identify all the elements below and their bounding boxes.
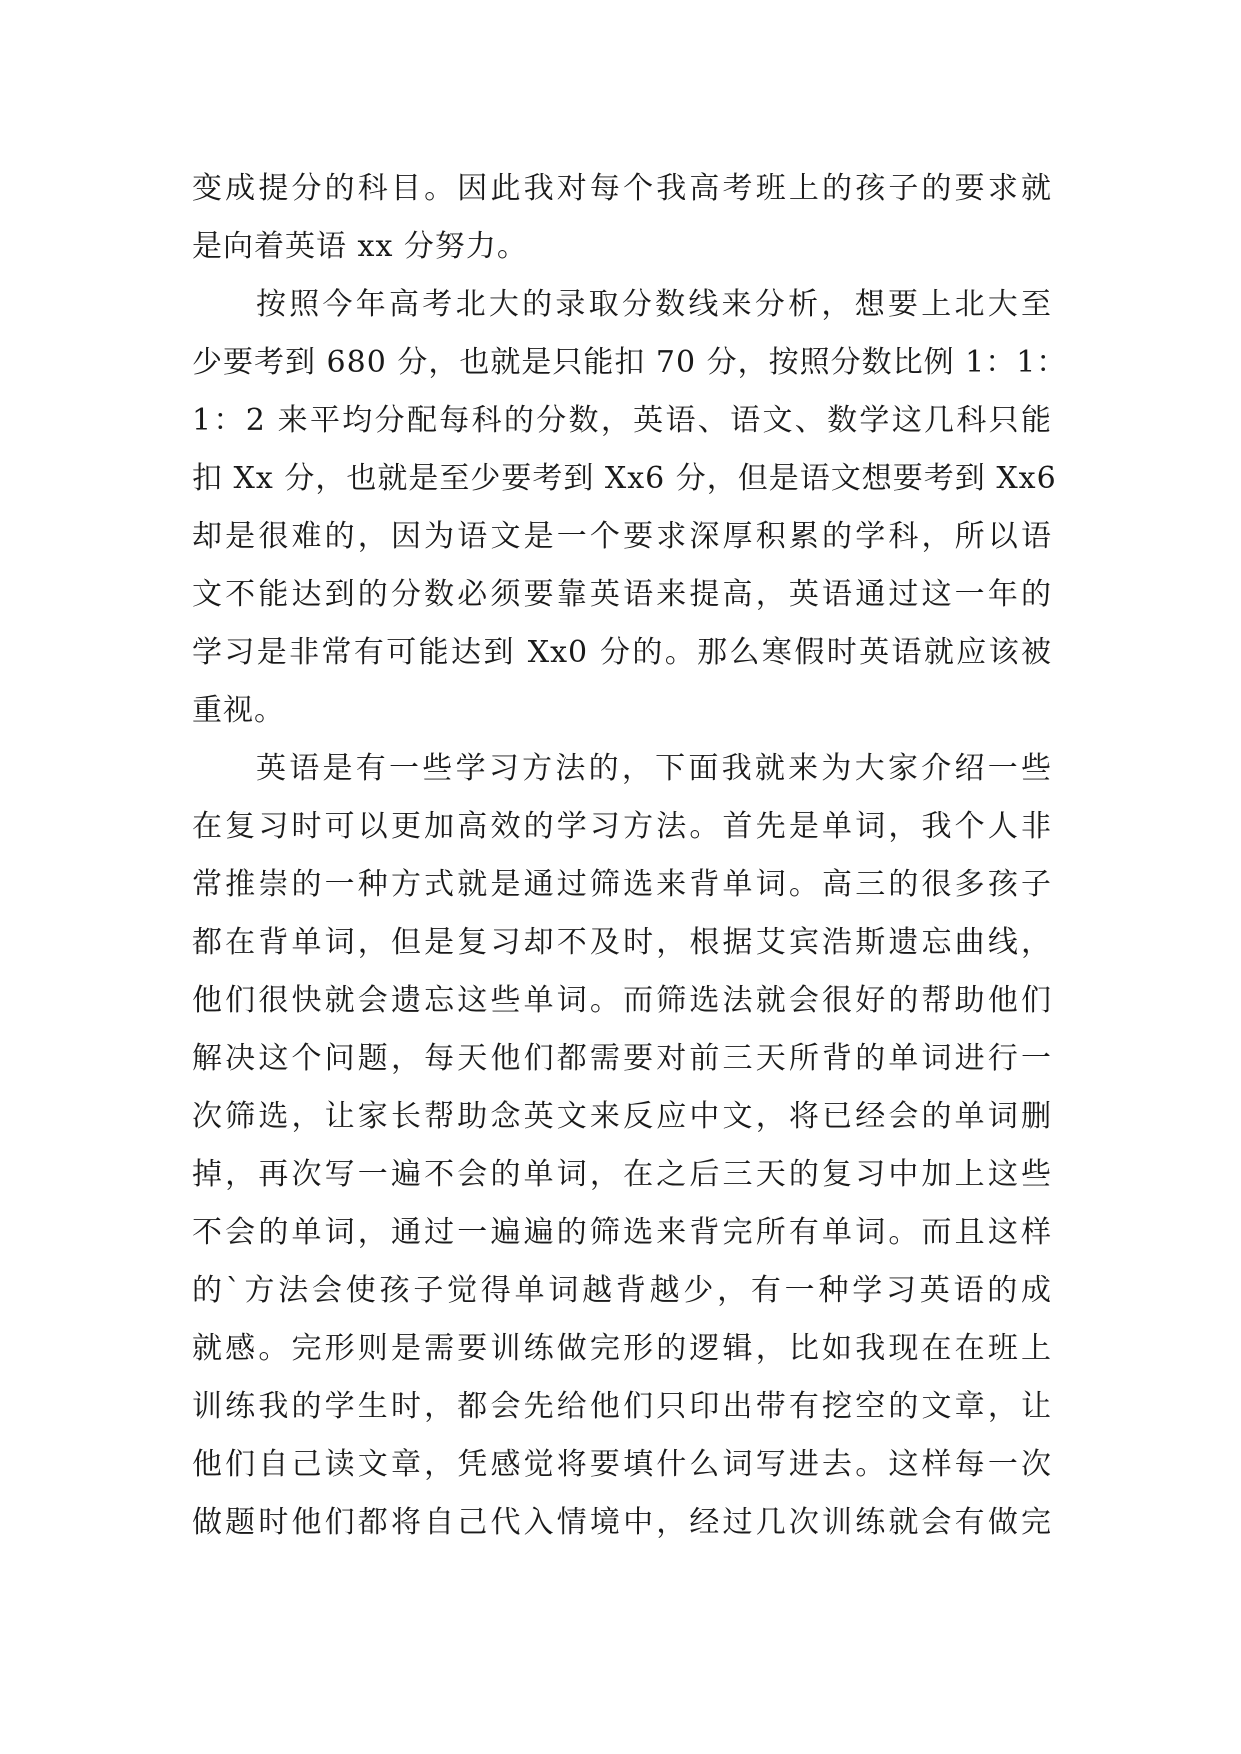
text-line: 是向着英语 xx 分努力。 — [192, 229, 528, 264]
text-line: 却是很难的，因为语文是一个要求深厚积累的学科，所以语 — [192, 519, 1052, 554]
text-line: 1：2 来平均分配每科的分数，英语、语文、数学这几科只能 — [192, 403, 1052, 438]
text-line: 重视。 — [192, 693, 285, 728]
text-line: 他们很快就会遗忘这些单词。而筛选法就会很好的帮助他们 — [192, 983, 1052, 1018]
text-line: 都在背单词，但是复习却不及时，根据艾宾浩斯遗忘曲线， — [192, 925, 1052, 960]
text-line: 常推崇的一种方式就是通过筛选来背单词。高三的很多孩子 — [192, 867, 1052, 902]
document-body — [192, 160, 1068, 1552]
paragraph-start-line: 英语是有一些学习方法的，下面我就来为大家介绍一些 — [256, 751, 1052, 786]
text-line: 文不能达到的分数必须要靠英语来提高，英语通过这一年的 — [192, 577, 1052, 612]
text-line: 掉，再次写一遍不会的单词，在之后三天的复习中加上这些 — [192, 1157, 1052, 1192]
text-line: 不会的单词，通过一遍遍的筛选来背完所有单词。而且这样 — [192, 1215, 1052, 1250]
text-line: 扣 Xx 分，也就是至少要考到 Xx6 分，但是语文想要考到 Xx6 — [192, 461, 1057, 496]
text-line: 训练我的学生时，都会先给他们只印出带有挖空的文章，让 — [192, 1389, 1052, 1424]
text-line: 在复习时可以更加高效的学习方法。首先是单词，我个人非 — [192, 809, 1052, 844]
text-line: 次筛选，让家长帮助念英文来反应中文，将已经会的单词删 — [192, 1099, 1052, 1134]
text-line: 的`方法会使孩子觉得单词越背越少，有一种学习英语的成 — [192, 1273, 1052, 1308]
paragraph-start-line: 按照今年高考北大的录取分数线来分析，想要上北大至 — [256, 287, 1052, 322]
text-line: 他们自己读文章，凭感觉将要填什么词写进去。这样每一次 — [192, 1447, 1052, 1482]
text-line: 就感。完形则是需要训练做完形的逻辑，比如我现在在班上 — [192, 1331, 1052, 1366]
text-line: 解决这个问题，每天他们都需要对前三天所背的单词进行一 — [192, 1041, 1052, 1076]
text-line: 变成提分的科目。因此我对每个我高考班上的孩子的要求就 — [192, 171, 1052, 206]
text-line: 学习是非常有可能达到 Xx0 分的。那么寒假时英语就应该被 — [192, 635, 1052, 670]
text-line: 做题时他们都将自己代入情境中，经过几次训练就会有做完 — [192, 1505, 1052, 1540]
text-line: 少要考到 680 分，也就是只能扣 70 分，按照分数比例 1：1： — [192, 345, 1068, 380]
